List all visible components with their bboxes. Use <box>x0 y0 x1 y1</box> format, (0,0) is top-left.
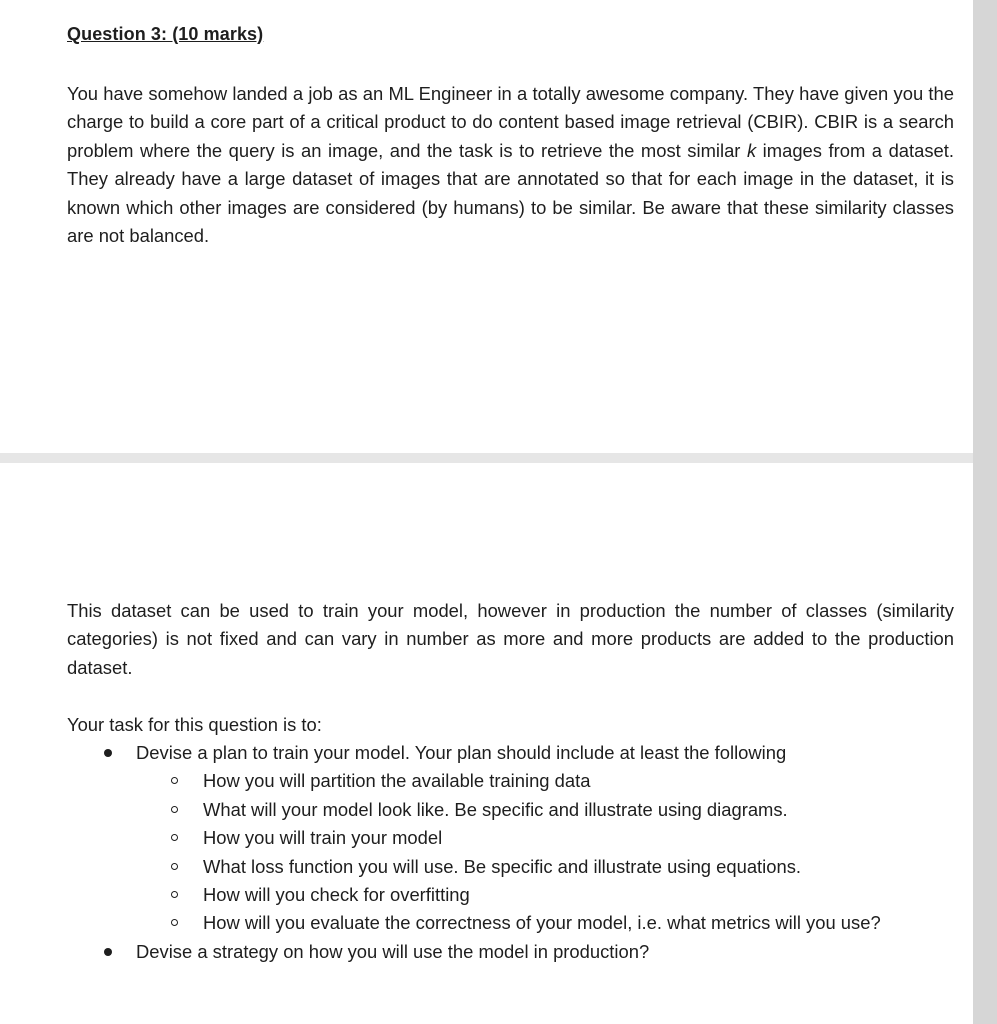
task-item-text: Devise a strategy on how you will use the model in production? <box>136 940 650 962</box>
subtask-item: How will you evaluate the correctness of your model, i.e. what metrics will you use? <box>136 909 954 937</box>
subtask-list <box>136 767 954 937</box>
intro-paragraph <box>67 80 954 250</box>
k-variable: k <box>746 139 757 161</box>
question-heading: Question 3: (10 marks) <box>67 24 264 44</box>
task-list <box>67 739 954 966</box>
task-intro: Your task for this question is to: <box>67 714 322 735</box>
intro-text-part-1: You have somehow landed a job as an ML Engineer in a totally awesome company. They have given you the charge to build a core part of a critical product to do content based image retrieval (CBIR). CBIR is a search problem where the query is an image, and the task is to retrieve the most similar <box>67 83 954 161</box>
page-top <box>0 0 973 453</box>
dataset-paragraph: This dataset can be used to train your model, however in production the number of classes (similarity categories) is not fixed and can vary in number as more and more products are added to the production dataset. <box>67 600 954 678</box>
scrollbar-track[interactable] <box>973 0 997 1024</box>
page-break <box>0 453 997 463</box>
subtask-item: What will your model look like. Be specific and illustrate using diagrams. <box>136 796 954 824</box>
subtask-item: How you will train your model <box>136 824 954 852</box>
subtask-item: How will you check for overfitting <box>136 881 954 909</box>
task-item-text: Devise a plan to train your model. Your plan should include at least the following <box>136 742 787 763</box>
subtask-item: What loss function you will use. Be specific and illustrate using equations. <box>136 853 954 881</box>
task-item <box>67 739 954 938</box>
subtask-item: How you will partition the available training data <box>136 767 954 795</box>
intro-text-part-2: images from a dataset. They already have a large dataset of images that are annotated so that for each image in the dataset, it is known which other images are considered (by humans) to be similar. Be aware that these similarity classes are not balanced. <box>67 139 954 247</box>
task-item <box>67 938 954 966</box>
